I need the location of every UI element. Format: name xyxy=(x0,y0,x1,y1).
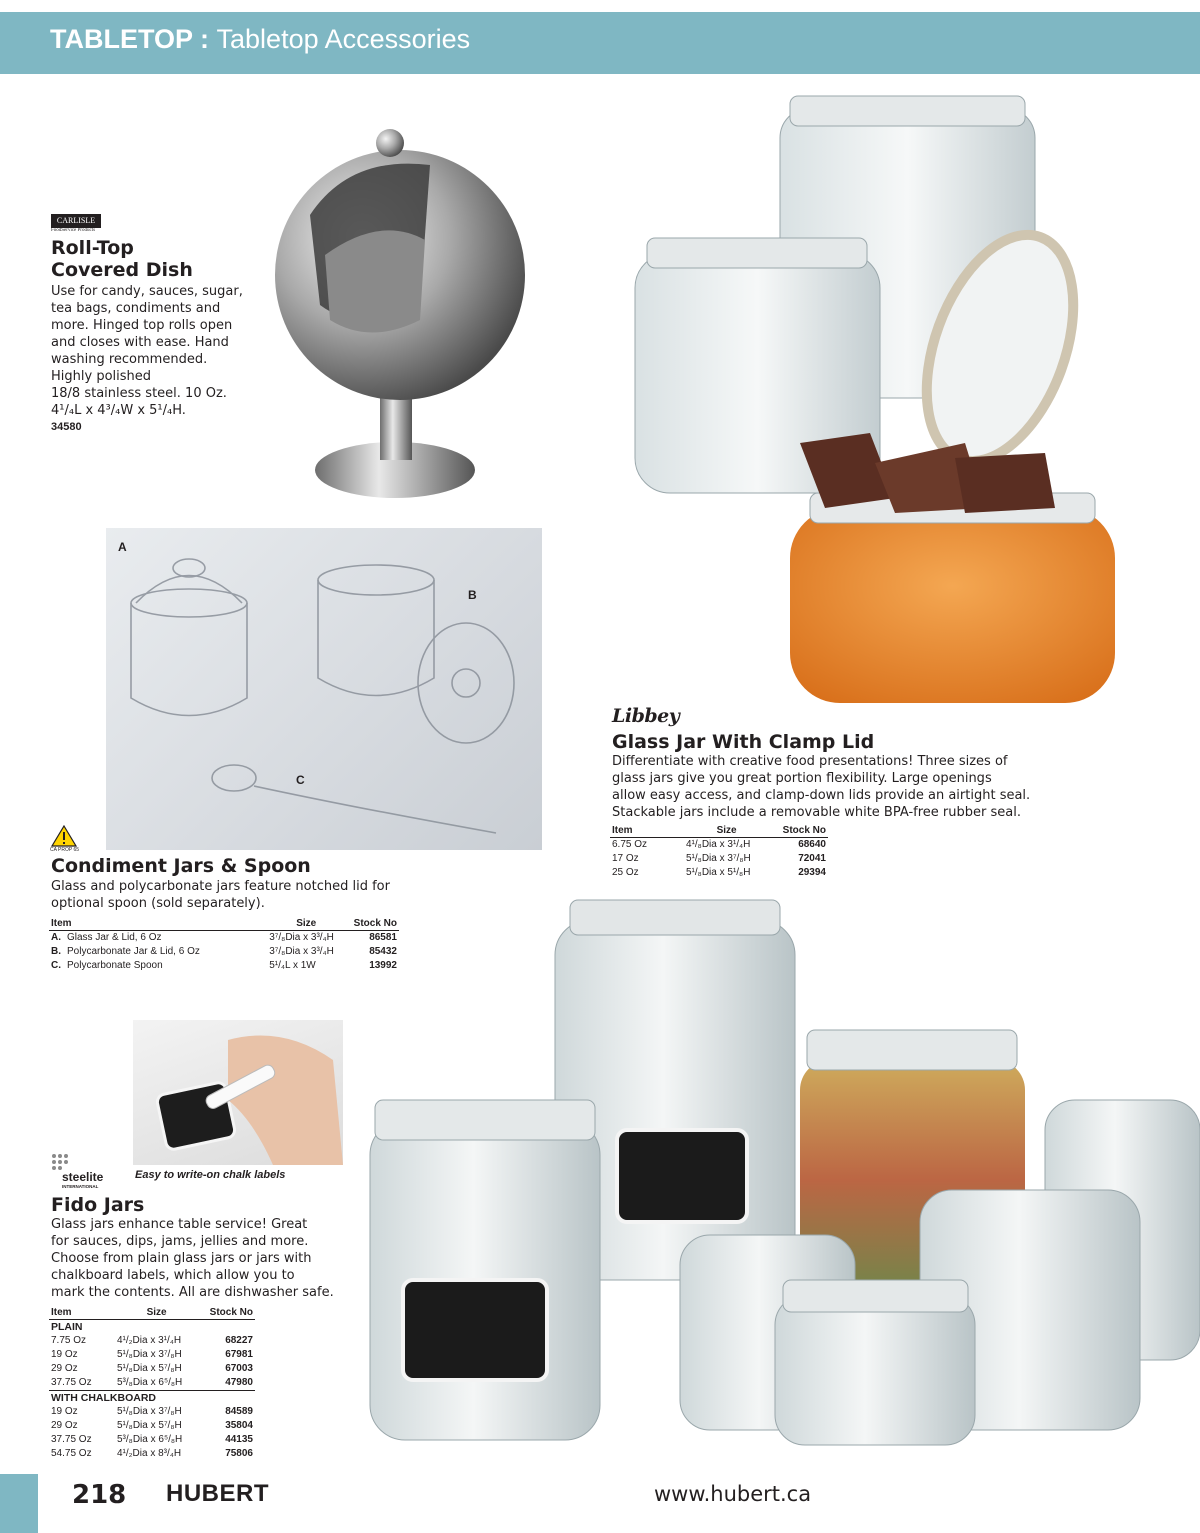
condiment-spec-table: Item Size Stock No A. Glass Jar & Lid, 6 Oz 3⁷/₈Dia x 3³/₄H 86581 B. Polycarbonate Jar & Lid, 6 Oz 3⁷/₈Dia x 3³/₄H 85432 C. Polycarbonate Spoon 5¹/₄L x 1W 13992 xyxy=(51,918,397,971)
glass-jar-clamp-lid-photo xyxy=(605,88,1150,708)
steelite-logo-dots-icon xyxy=(51,1153,69,1171)
carlisle-logo-sub: FoodService Products xyxy=(51,228,96,233)
photo-label-a: A xyxy=(118,540,127,554)
roll-top-title-line1: Roll-Top xyxy=(51,237,134,259)
condiment-title: Condiment Jars & Spoon xyxy=(51,855,311,877)
fido-spec-table: Item Size Stock No PLAIN 7.75 Oz 4¹/₂Dia x 3¹/₄H 68227 19 Oz 5¹/₈Dia x 3⁷/₈H 67981 29 Oz 5¹/₈Dia x 5⁷/₈H 67003 37.75 Oz 5³/₈Dia x 6⁵/₈H 47980 WITH CHALKBOARD 19 Oz 5¹/₈Dia x 3⁷/₈H 84589 29 Oz 5¹/₈Dia x 5⁷/₈H 35804 37.75 Oz 5³/₈Dia x 6⁵/₈H 44135 54.75 Oz 4¹/₂Dia x 8³/₄H 75806 xyxy=(51,1307,253,1459)
steelite-logo-sub: INTERNATIONAL xyxy=(62,1184,99,1189)
page-number: 218 xyxy=(72,1480,127,1510)
photo-label-c: C xyxy=(296,773,305,787)
table-row: 17 Oz 5¹/₈Dia x 3⁷/₈H 72041 xyxy=(612,853,826,864)
chalk-label-caption: Easy to write-on chalk labels xyxy=(135,1169,286,1181)
steelite-logo: steelite xyxy=(62,1170,104,1184)
table-row: A. Glass Jar & Lid, 6 Oz 3⁷/₈Dia x 3³/₄H 86581 xyxy=(51,932,397,943)
footer-bar xyxy=(0,1474,38,1533)
table-row: 25 Oz 5¹/₈Dia x 5¹/₈H 29394 xyxy=(612,867,826,878)
condiment-description: Glass and polycarbonate jars feature notched lid for optional spoon (sold separately). xyxy=(51,879,390,911)
table-row: 37.75 Oz 5³/₈Dia x 6⁵/₈H 47980 xyxy=(49,1376,255,1391)
section-title: TABLETOP : Tabletop Accessories xyxy=(50,24,471,54)
carlisle-logo: CARLISLE xyxy=(51,214,101,228)
fido-title: Fido Jars xyxy=(51,1194,145,1216)
condiment-jars-photo xyxy=(106,528,542,850)
photo-label-b: B xyxy=(468,588,477,602)
roll-top-stock-number: 34580 xyxy=(51,421,82,433)
table-row: B. Polycarbonate Jar & Lid, 6 Oz 3⁷/₈Dia x 3³/₄H 85432 xyxy=(51,946,397,957)
prop65-warning-text: CA PROP 65 xyxy=(50,847,80,853)
glass-jar-description: Differentiate with creative food presentations! Three sizes of glass jars give you great portion flexibility. Large openings allow easy access, and clamp-down lids provide an airtight seal. Stackable jars include a removable white BPA-free rubber seal. xyxy=(612,754,1031,820)
table-row: C. Polycarbonate Spoon 5¹/₄L x 1W 13992 xyxy=(51,960,397,971)
table-row: 6.75 Oz 4¹/₈Dia x 3¹/₄H 68640 xyxy=(612,839,826,850)
glass-jar-title: Glass Jar With Clamp Lid xyxy=(612,731,875,753)
footer-brand: HUBERT xyxy=(166,1480,269,1507)
fido-description: Glass jars enhance table service! Great for sauces, dips, jams, jellies and more. Choose from plain glass jars or jars with chalkboard labels, which allow you to mark the contents. All are dishwasher safe. xyxy=(51,1217,334,1300)
table-row: 29 Oz 5¹/₈Dia x 5⁷/₈H 67003 xyxy=(51,1363,253,1374)
roll-top-dish-photo xyxy=(250,105,530,505)
table-row: 54.75 Oz 4¹/₂Dia x 8³/₄H 75806 xyxy=(51,1448,253,1459)
table-row: 19 Oz 5¹/₈Dia x 3⁷/₈H 84589 xyxy=(51,1406,253,1417)
chalk-label-photo xyxy=(133,1020,343,1165)
table-row: 19 Oz 5¹/₈Dia x 3⁷/₈H 67981 xyxy=(51,1349,253,1360)
roll-top-title-line2: Covered Dish xyxy=(51,259,193,281)
roll-top-description: Use for candy, sauces, sugar, tea bags, condiments and more. Hinged top rolls open and closes with ease. Hand washing recommended. Highly polished 18/8 stainless steel. 10 Oz. 4¹/₄L x 4³/₄W x 5¹/₄H. xyxy=(51,284,243,418)
table-row: 7.75 Oz 4¹/₂Dia x 3¹/₄H 68227 xyxy=(51,1335,253,1346)
table-row: 37.75 Oz 5³/₈Dia x 6⁵/₈H 44135 xyxy=(51,1434,253,1445)
fido-jars-photo xyxy=(355,895,1200,1455)
footer-url[interactable]: www.hubert.ca xyxy=(654,1482,812,1506)
libbey-logo: Libbey xyxy=(612,705,680,727)
glass-jar-spec-table: Item Size Stock No 6.75 Oz 4¹/₈Dia x 3¹/₄H 68640 17 Oz 5¹/₈Dia x 3⁷/₈H 72041 25 Oz 5¹/₈Dia x 5¹/₈H 29394 xyxy=(612,825,826,878)
table-row: 29 Oz 5¹/₈Dia x 5⁷/₈H 35804 xyxy=(51,1420,253,1431)
